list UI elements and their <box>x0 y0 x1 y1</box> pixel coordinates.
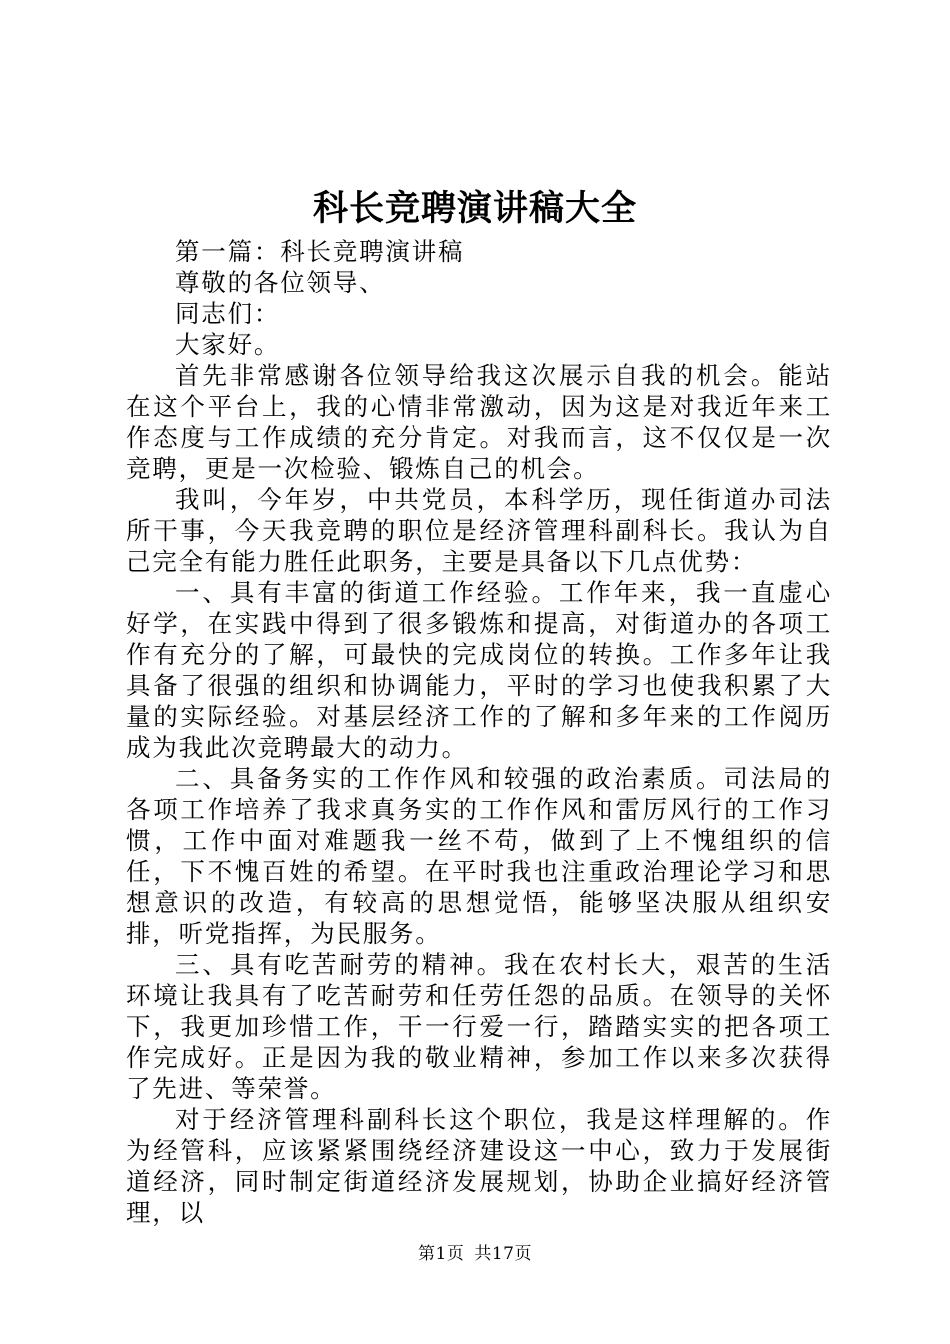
body-paragraph: 二、具备务实的工作作风和较强的政治素质。司法局的各项工作培养了我求真务实的工作作风和雷厉风行的工作习惯，工作中面对难题我一丝不苟，做到了上不愧组织的信任，下不愧百姓的希望。在平时我也注重政治理论学习和思想意识的改造，有较高的思想觉悟，能够坚决服从组织安排，听党指挥，为民服务。 <box>126 764 832 948</box>
salutation-line: 尊敬的各位领导、 <box>175 268 386 297</box>
page-total: 共17页 <box>474 1244 532 1264</box>
page-number: 第1页 <box>418 1244 465 1264</box>
body-paragraph: 对于经济管理科副科长这个职位，我是这样理解的。作为经管科，应该紧紧围绕经济建设这一中心，致力于发展街道经济，同时制定街道经济发展规划，协助企业搞好经济管理，以 <box>126 1105 832 1227</box>
body-paragraph: 我叫，今年岁，中共党员，本科学历，现任街道办司法所干事，今天我竞聘的职位是经济管理科副科长。我认为自己完全有能力胜任此职务，主要是具备以下几点优势： <box>126 485 832 576</box>
document-title: 科长竞聘演讲稿大全 <box>312 188 637 229</box>
body-paragraph: 首先非常感谢各位领导给我这次展示自我的机会。能站在这个平台上，我的心情非常激动，因为这是对我近年来工作态度与工作成绩的充分肯定。对我而言，这不仅仅是一次竞聘，更是一次检验、锻炼自己的机会。 <box>126 361 832 483</box>
greeting-line: 大家好。 <box>175 330 281 359</box>
body-paragraph: 三、具有吃苦耐劳的精神。我在农村长大，艰苦的生活环境让我具有了吃苦耐劳和任劳任怨的品质。在领导的关怀下，我更加珍惜工作，干一行爱一行，踏踏实实的把各项工作完成好。正是因为我的敬业精神，参加工作以来多次获得了先进、等荣誉。 <box>126 950 832 1103</box>
page-footer <box>0 1242 950 1266</box>
document-body <box>126 236 832 1228</box>
section-heading: 第一篇：科长竞聘演讲稿 <box>175 237 465 266</box>
body-paragraph: 一、具有丰富的街道工作经验。工作年来，我一直虚心好学，在实践中得到了很多锻炼和提高，对街道办的各项工作有充分的了解，可最快的完成岗位的转换。工作多年让我具备了很强的组织和协调能力，平时的学习也使我积累了大量的实际经验。对基层经济工作的了解和多年来的工作阅历成为我此次竞聘最大的动力。 <box>126 578 832 762</box>
salutation-line: 同志们： <box>175 299 281 328</box>
